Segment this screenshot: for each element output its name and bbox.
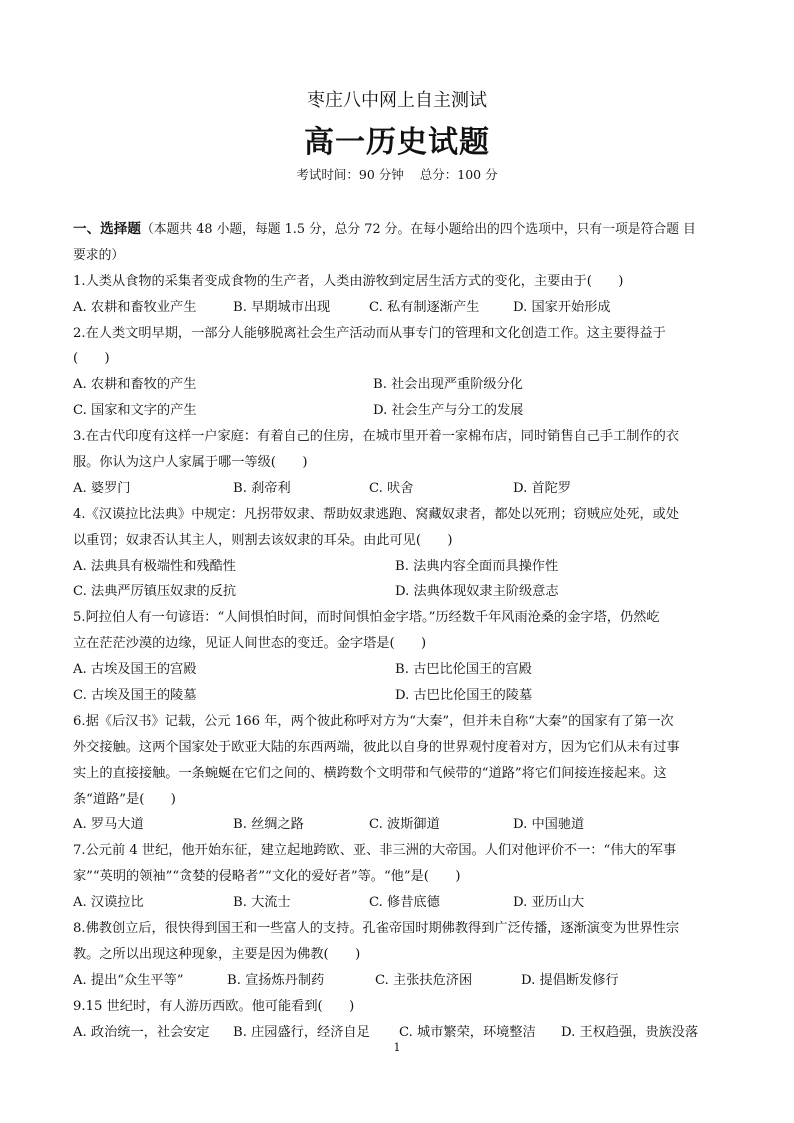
question-stem: 1.人类从食物的采集者变成食物的生产者，人类由游牧到定居生活方式的变化，主要由于( )	[73, 273, 624, 289]
option-a[interactable]: A. 农耕和畜牧的产生	[73, 377, 197, 393]
question-stem: ( )	[73, 351, 110, 367]
question-stem: 条“道路”是( )	[73, 791, 176, 807]
question-stem: 2.在人类文明早期，一部分人能够脱离社会生产活动而从事专门的管理和文化创造工作。这主要得益于	[73, 325, 666, 341]
question-8	[73, 916, 723, 994]
question-stem: 立在茫茫沙漠的边缘，见证人间世态的变迁。金字塔是( )	[73, 636, 427, 652]
option-c[interactable]: C. 吠舍	[369, 480, 414, 496]
question-stem: 家”“英明的领袖”“贪婪的侵略者”“文化的爱好者”等。“他”是( )	[73, 869, 461, 885]
section-heading: 一、选择题	[73, 221, 141, 237]
question-stem: 8.佛教创立后，很快得到国王和一些富人的支持。孔雀帝国时期佛教得到广泛传播，逐渐演变为世界性宗	[73, 921, 680, 937]
option-c[interactable]: C. 波斯御道	[369, 817, 440, 833]
option-b[interactable]: B. 早期城市出现	[233, 299, 331, 315]
option-d[interactable]: D. 国家开始形成	[513, 299, 611, 315]
option-c[interactable]: C. 主张扶危济困	[375, 972, 473, 988]
option-c[interactable]: C. 古埃及国王的陵墓	[73, 688, 197, 704]
options-row	[73, 295, 723, 321]
option-a[interactable]: A. 政治统一，社会安定	[73, 1024, 210, 1040]
option-b[interactable]: B. 大流士	[233, 895, 291, 911]
exam-meta	[0, 165, 794, 183]
option-a[interactable]: A. 法典具有极端性和残酷性	[73, 558, 236, 574]
question-stem: 4.《汉谟拉比法典》中规定：凡拐带奴隶、帮助奴隶逃跑、窝藏奴隶者，都处以死刑；窃贼应处死，或处	[73, 506, 680, 522]
question-list	[73, 269, 723, 1046]
section-description: （本题共 48 小题，每题 1.5 分，总分 72 分。在每小题给出的四个选项中，只有一项是符合题 目	[140, 222, 696, 237]
exam-time: 考试时间：90 分钟	[296, 167, 404, 182]
option-c[interactable]: C. 城市繁荣，环境整洁	[399, 1024, 536, 1040]
question-1	[73, 269, 723, 321]
option-a[interactable]: A. 提出“众生平等”	[73, 972, 184, 988]
question-7	[73, 838, 723, 916]
option-a[interactable]: A. 农耕和畜牧业产生	[73, 299, 197, 315]
option-b[interactable]: B. 宣扬炼丹制药	[227, 972, 325, 988]
school-title: 枣庄八中网上自主测试	[307, 90, 487, 111]
exam-score: 总分：100 分	[419, 167, 498, 182]
option-a[interactable]: A. 婆罗门	[73, 480, 131, 496]
question-stem: 5.阿拉伯人有一句谚语：“人间惧怕时间，而时间惧怕金字塔。”历经数千年风雨沧桑的金字塔，仍然屹	[73, 610, 660, 626]
option-b[interactable]: B. 社会出现严重阶级分化	[373, 377, 523, 393]
option-d[interactable]: D. 首陀罗	[513, 480, 572, 496]
option-b[interactable]: B. 法典内容全面而具操作性	[395, 558, 559, 574]
exam-content	[73, 217, 723, 1046]
question-stem: 6.据《后汉书》记载，公元 166 年，两个彼此称呼对方为“大秦”，但并未自称“大秦”的国家有了第一次	[73, 713, 674, 729]
option-d[interactable]: D. 亚历山大	[513, 895, 585, 911]
question-stem: 以重罚；奴隶否认其主人，则割去该奴隶的耳朵。由此可见( )	[73, 532, 453, 548]
option-b[interactable]: B. 刹帝利	[233, 480, 291, 496]
question-3	[73, 424, 723, 502]
page-number: 1	[393, 1041, 401, 1054]
question-stem: 教。之所以出现这种现象，主要是因为佛教( )	[73, 946, 361, 962]
option-c[interactable]: C. 国家和文字的产生	[73, 403, 197, 419]
question-stem: 7.公元前 4 世纪，他开始东征，建立起地跨欧、亚、非三洲的大帝国。人们对他评价不一：“伟大的军事	[73, 843, 677, 859]
question-9	[73, 994, 723, 1046]
option-d[interactable]: D. 中国驰道	[513, 817, 585, 833]
page-title: 高一历史试题	[304, 125, 490, 160]
options-row	[73, 683, 723, 709]
question-stem: 服。你认为这户人家属于哪一等级( )	[73, 455, 308, 471]
options-row	[73, 968, 723, 994]
options-row	[73, 554, 723, 580]
question-stem: 实上的直接接触。一条蜿蜒在它们之间的、横跨数个文明带和气候带的“道路”将它们间接连接起来。这	[73, 765, 667, 781]
option-c[interactable]: C. 法典严厉镇压奴隶的反抗	[73, 584, 237, 600]
options-row	[73, 398, 723, 424]
question-2	[73, 321, 723, 425]
option-d[interactable]: D. 王权趋强，贵族没落	[561, 1024, 699, 1040]
option-b[interactable]: B. 庄园盛行，经济自足	[233, 1024, 370, 1040]
options-row	[73, 890, 723, 916]
option-d[interactable]: D. 提倡断发修行	[521, 972, 619, 988]
option-c[interactable]: C. 私有制逐渐产生	[369, 299, 480, 315]
options-row	[73, 476, 723, 502]
question-stem: 外交接触。这两个国家处于欧亚大陆的东西两端，彼此以自身的世界观忖度着对方，因为它们从未有过事	[73, 739, 680, 755]
question-stem: 3.在古代印度有这样一户家庭：有着自己的住房，在城市里开着一家棉布店，同时销售自己手工制作的衣	[73, 429, 680, 445]
question-6	[73, 709, 723, 838]
question-4	[73, 502, 723, 606]
options-row	[73, 372, 723, 398]
option-c[interactable]: C. 修昔底德	[369, 895, 440, 911]
option-b[interactable]: B. 古巴比伦国王的宫殿	[395, 662, 532, 678]
option-d[interactable]: D. 古巴比伦国王的陵墓	[395, 688, 533, 704]
question-5	[73, 605, 723, 709]
option-d[interactable]: D. 法典体现奴隶主阶级意志	[395, 584, 559, 600]
section-description-cont: 要求的）	[73, 247, 125, 263]
option-b[interactable]: B. 丝绸之路	[233, 817, 304, 833]
option-d[interactable]: D. 社会生产与分工的发展	[373, 403, 524, 419]
section-header	[73, 217, 723, 243]
options-row	[73, 579, 723, 605]
options-row	[73, 812, 723, 838]
option-a[interactable]: A. 罗马大道	[73, 817, 144, 833]
option-a[interactable]: A. 古埃及国王的宫殿	[73, 662, 197, 678]
options-row	[73, 657, 723, 683]
option-a[interactable]: A. 汉谟拉比	[73, 895, 144, 911]
question-stem: 9.15 世纪时，有人游历西欧。他可能看到( )	[73, 998, 355, 1014]
